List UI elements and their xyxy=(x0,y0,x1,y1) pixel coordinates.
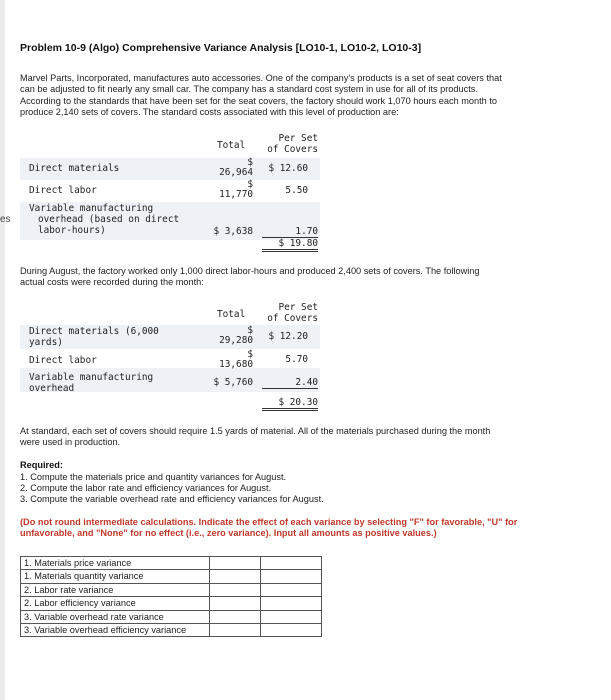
variance-label: 3. Variable overhead rate variance xyxy=(21,610,210,623)
left-panel-edge xyxy=(0,0,5,700)
dollar-sign: $ xyxy=(247,325,253,336)
row-label-variable-overhead: overhead (based on direct xyxy=(38,214,180,225)
variance-label: 3. Variable overhead efficiency variance xyxy=(21,624,210,637)
effect-select-cell[interactable] xyxy=(261,570,322,583)
row-label-variable-overhead: Variable manufacturing xyxy=(29,372,154,383)
standard-note-paragraph xyxy=(20,426,568,449)
header-total: Total xyxy=(217,140,246,151)
row-label-variable-overhead: labor-hours) xyxy=(38,225,106,236)
required-item: 1. Compute the materials price and quantity variances for August. xyxy=(20,472,287,482)
august-paragraph xyxy=(20,266,568,289)
intro-line: produce 2,140 sets of covers. The standard costs associated with this level of production are: xyxy=(20,106,399,117)
amount-input[interactable] xyxy=(210,625,260,636)
labor-total: 11,770 xyxy=(219,189,253,200)
table-row xyxy=(21,557,322,570)
left-edge-text-fragment: es xyxy=(0,214,11,225)
effect-select-cell[interactable] xyxy=(261,583,322,596)
labor-per-set: 5.70 xyxy=(285,354,308,365)
amount-input-cell[interactable] xyxy=(210,583,261,596)
table-row xyxy=(21,583,322,596)
row-label-variable-overhead: overhead xyxy=(29,383,75,394)
variance-label: 1. Materials quantity variance xyxy=(21,570,210,583)
problem-title: Problem 10-9 (Algo) Comprehensive Variance Analysis [LO10-1, LO10-2, LO10-3] xyxy=(20,42,422,54)
row-label-direct-materials: yards) xyxy=(29,337,63,348)
per-set-total: $ 19.80 xyxy=(262,238,318,252)
intro-line: According to the standards that have been set for the seat covers, the factory should work 1,070 hours each month to xyxy=(20,95,498,106)
intro-paragraph xyxy=(20,73,568,118)
overhead-per-set: 2.40 xyxy=(262,377,318,389)
effect-select-cell[interactable] xyxy=(261,610,322,623)
materials-per-set: $ 12.20 xyxy=(268,331,308,342)
header-of-covers: of Covers xyxy=(267,144,318,155)
required-item: 2. Compute the labor rate and efficiency variances for August. xyxy=(20,483,272,493)
header-per-set: Per Set xyxy=(278,302,318,313)
variance-label: 1. Materials price variance xyxy=(21,557,210,570)
labor-total: 13,680 xyxy=(219,359,253,370)
effect-select-cell[interactable] xyxy=(261,597,322,610)
overhead-total: $ 5,760 xyxy=(213,377,253,388)
intro-line: Marvel Parts, Incorporated, manufactures auto accessories. One of the company's products is a set of seat covers that xyxy=(20,73,502,83)
table-row xyxy=(21,610,322,623)
table-row xyxy=(21,570,322,583)
standard-note-line: were used in production. xyxy=(20,437,121,448)
august-line: actual costs were recorded during the month: xyxy=(20,277,204,288)
header-per-set: Per Set xyxy=(278,133,318,144)
row-label-variable-overhead: Variable manufacturing xyxy=(29,203,154,214)
required-item: 3. Compute the variable overhead rate and efficiency variances for August. xyxy=(20,494,324,504)
amount-input[interactable] xyxy=(210,611,260,622)
amount-input-cell[interactable] xyxy=(210,597,261,610)
materials-total: 29,280 xyxy=(219,335,253,346)
effect-select-cell[interactable] xyxy=(261,557,322,570)
row-label-direct-materials: Direct materials (6,000 xyxy=(29,326,159,337)
table-row xyxy=(21,597,322,610)
intro-line: can be adjusted to fit nearly any small car. The company has a standard cost system in use for all of its products. xyxy=(20,84,478,95)
overhead-total: $ 3,638 xyxy=(213,226,253,237)
standard-note-line: At standard, each set of covers should require 1.5 yards of material. All of the materials purchased during the month xyxy=(20,426,491,436)
row-label-direct-labor: Direct labor xyxy=(29,185,97,196)
amount-input[interactable] xyxy=(210,558,260,569)
dollar-sign: $ xyxy=(247,179,253,190)
row-label-direct-materials: Direct materials xyxy=(29,163,120,174)
row-label-direct-labor: Direct labor xyxy=(29,355,97,366)
august-line: During August, the factory worked only 1,000 direct labor-hours and produced 2,400 sets of covers. The following xyxy=(20,266,480,276)
header-of-covers: of Covers xyxy=(267,313,318,324)
instructions-note: (Do not round intermediate calculations. Indicate the effect of each variance by selecting "F" for favorable, "U" for unfavorable, and "None" for no effect (i.e., zero variance). Input all amounts as positive values.) xyxy=(20,517,518,539)
variance-label: 2. Labor efficiency variance xyxy=(21,597,210,610)
labor-per-set: 5.50 xyxy=(285,185,308,196)
amount-input-cell[interactable] xyxy=(210,624,261,637)
variance-label: 2. Labor rate variance xyxy=(21,583,210,596)
amount-input-cell[interactable] xyxy=(210,610,261,623)
materials-total: 26,964 xyxy=(219,167,253,178)
amount-input[interactable] xyxy=(210,598,260,609)
dollar-sign: $ xyxy=(247,157,253,168)
amount-input[interactable] xyxy=(210,584,260,595)
required-heading: Required: xyxy=(20,460,63,470)
effect-select-cell[interactable] xyxy=(261,624,322,637)
materials-per-set: $ 12.60 xyxy=(268,163,308,174)
per-set-total: $ 20.30 xyxy=(262,397,318,411)
amount-input-cell[interactable] xyxy=(210,570,261,583)
dollar-sign: $ xyxy=(247,349,253,360)
amount-input[interactable] xyxy=(210,571,260,582)
amount-input-cell[interactable] xyxy=(210,557,261,570)
overhead-per-set: 1.70 xyxy=(262,226,318,238)
header-total: Total xyxy=(217,309,246,320)
table-row xyxy=(21,624,322,637)
answer-table xyxy=(20,556,322,637)
